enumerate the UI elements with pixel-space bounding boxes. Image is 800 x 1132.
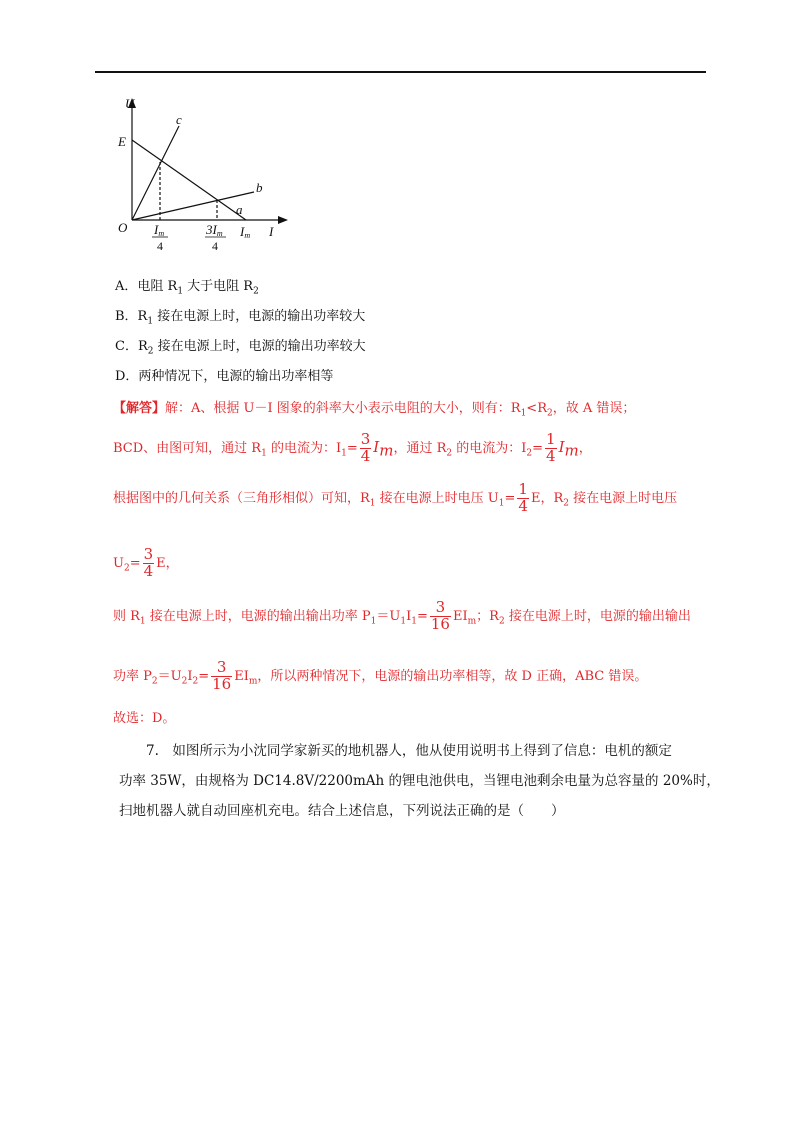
label-e: E bbox=[118, 134, 126, 149]
fraction-3-4: $\frac{3}{4}$ bbox=[360, 430, 371, 465]
answer-tag: 【解答】 bbox=[113, 401, 166, 416]
label-im: Im bbox=[240, 224, 251, 240]
fraction-1-4-u1: $\frac{1}{4}$ bbox=[518, 480, 528, 515]
fraction-3-16-p2: $\frac{3}{16}$ bbox=[212, 658, 232, 693]
label-a: a bbox=[236, 202, 243, 217]
line-e bbox=[132, 140, 246, 220]
tick1-num: Im bbox=[154, 222, 165, 238]
fraction-3-16-p1: $\frac{3}{16}$ bbox=[430, 598, 450, 633]
option-a: A．电阻 $R_1$ 大于电阻 $R_2$ bbox=[115, 279, 259, 297]
i-arrow bbox=[278, 216, 288, 224]
option-b: B．$R_1$ 接在电源上时，电源的输出功率较大 bbox=[115, 309, 366, 327]
tick1-den: 4 bbox=[157, 239, 163, 253]
answer-line-1: 【解答】解：A、根据 U－I 图象的斜率大小表示电阻的大小，则有：$R_1<R_2$，故 A 错误； bbox=[113, 401, 636, 419]
answer-line-6: 功率 $P_2=U_2I_2=$ $\frac{3}{16}$ $EI_m$，所以两种情况下，电源的输出功率相等，故 D 正确，ABC 错误。 bbox=[113, 658, 648, 693]
label-c: c bbox=[176, 112, 182, 127]
answer-line-5: 则 $R_1$ 接在电源上时，电源的输出输出功率 $P_1=U_1I_1=$ $\frac{3}{16}$ $EI_m$；$R_2$ 接在电源上时，电源的输出输出 bbox=[113, 598, 691, 633]
label-i: I bbox=[269, 224, 274, 239]
fraction-1-4: $\frac{1}{4}$ bbox=[546, 430, 556, 465]
question7-line-2: 功率 35W，由规格为 DC14.8V/2200mAh 的锂电池供电，当锂电池剩余电量为总容量的 20%时， bbox=[119, 773, 720, 789]
u-i-graph bbox=[108, 92, 298, 262]
question7-line-3: 扫地机器人就自动回座机充电。结合上述信息，下列说法正确的是（ ） bbox=[119, 803, 565, 819]
option-c: C．$R_2$ 接在电源上时，电源的输出功率较大 bbox=[115, 339, 366, 357]
label-o: O bbox=[118, 220, 128, 235]
label-b: b bbox=[256, 180, 263, 195]
answer-conclusion: 故选：D。 bbox=[113, 711, 176, 726]
tick2-num: 3Im bbox=[206, 222, 223, 238]
label-u: U bbox=[125, 96, 135, 111]
fraction-3-4-u2: $\frac{3}{4}$ bbox=[143, 545, 154, 580]
line-c bbox=[132, 126, 179, 220]
option-d: D．两种情况下，电源的输出功率相等 bbox=[115, 369, 334, 384]
tick2-den: 4 bbox=[212, 239, 218, 253]
header-rule bbox=[95, 71, 706, 73]
answer-line-4: $U_2=$ $\frac{3}{4}$ E， bbox=[113, 545, 179, 580]
question7-line-1: 7. 如图所示为小沈同学家新买的地机器人，他从使用说明书上得到了信息：电机的额定 bbox=[146, 743, 672, 759]
answer-line-3: 根据图中的几何关系（三角形相似）可知，$R_1$ 接在电源上时电压 $U_1=$ $\frac{1}{4}$ E，$R_2$ 接在电源上时电压 bbox=[113, 480, 678, 515]
answer-line-2: BCD、由图可知，通过 $R_1$ 的电流为：$I_1=$ $\frac{3}{4}$ $I_m$，通过 $R_2$ 的电流为：$I_2=$ $\frac{1}{4}$ $I_m$， bbox=[113, 430, 592, 465]
